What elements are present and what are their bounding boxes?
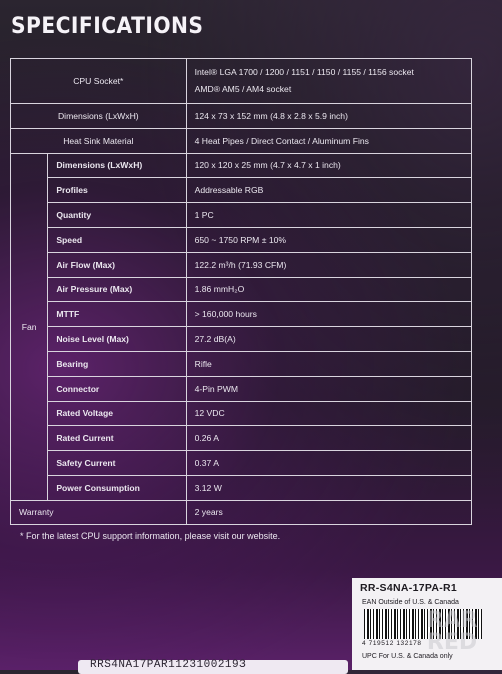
table-row-fan [11,401,472,426]
fan-spec-label: Bearing [48,351,186,376]
fan-spec-value: 3.12 W [186,475,471,500]
table-row-fan [11,153,472,178]
warranty-value: 2 years [186,500,471,524]
fan-spec-label: Air Flow (Max) [48,252,186,277]
table-row-fan [11,327,472,352]
specifications-table [10,58,472,525]
fan-spec-value: > 160,000 hours [186,302,471,327]
fan-spec-value: 12 VDC [186,401,471,426]
fan-spec-label: Noise Level (Max) [48,327,186,352]
table-row-fan [11,351,472,376]
fan-spec-value: 1.86 mmH₂O [186,277,471,302]
fan-spec-label: Speed [48,227,186,252]
footnote: * For the latest CPU support information, please visit our website. [20,531,281,541]
fan-spec-label: Rated Current [48,426,186,451]
watermark-line2: RED [426,630,478,655]
table-row-heat-sink [11,128,472,153]
watermark-logo [420,610,484,654]
fan-spec-value: Addressable RGB [186,178,471,203]
fan-spec-value: 0.26 A [186,426,471,451]
fan-spec-label: Profiles [48,178,186,203]
table-row-dimensions [11,104,472,129]
warranty-label: Warranty [11,500,187,524]
cpu-socket-intel: Intel® LGA 1700 / 1200 / 1151 / 1150 / 1155 / 1156 socket [194,67,414,77]
fan-spec-label: Connector [48,376,186,401]
heat-sink-label: Heat Sink Material [11,128,187,153]
cpu-socket-value [186,59,471,104]
table-row-fan [11,451,472,476]
fan-spec-label: Quantity [48,203,186,228]
watermark-line1: RAR [426,608,478,633]
ean-text: EAN Outside of U.S. & Canada [362,599,459,606]
fan-spec-value: 0.37 A [186,451,471,476]
page-title: SPECIFICATIONS [11,14,204,39]
table-row-cpu-socket [11,59,472,104]
heat-sink-value: 4 Heat Pipes / Direct Contact / Aluminum Fins [186,128,471,153]
fan-spec-value: Rifle [186,351,471,376]
table-row-fan [11,302,472,327]
fan-spec-label: Power Consumption [48,475,186,500]
fan-spec-label: Rated Voltage [48,401,186,426]
table-row-fan [11,376,472,401]
fan-spec-value: 1 PC [186,203,471,228]
model-number: RR-S4NA-17PA-R1 [360,582,458,594]
table-row-fan [11,227,472,252]
fan-spec-label: Dimensions (LxWxH) [48,153,186,178]
fan-label: Fan [11,153,48,500]
fan-spec-value: 650 ~ 1750 RPM ± 10% [186,227,471,252]
table-row-fan [11,426,472,451]
fan-spec-value: 122.2 m³/h (71.93 CFM) [186,252,471,277]
fan-spec-label: Air Pressure (Max) [48,277,186,302]
fan-spec-value: 27.2 dB(A) [186,327,471,352]
fan-spec-label: Safety Current [48,451,186,476]
barcode-digits: 4 719512 132178 [362,640,422,647]
fan-spec-value: 4-Pin PWM [186,376,471,401]
cpu-socket-label: CPU Socket* [11,59,187,104]
fan-spec-value: 120 x 120 x 25 mm (4.7 x 4.7 x 1 inch) [186,153,471,178]
dimensions-label: Dimensions (LxWxH) [11,104,187,129]
bottom-serial: RRS4NA17PAR1123100219З [90,659,247,671]
cpu-socket-amd: AMD® AM5 / AM4 socket [194,84,292,94]
fan-spec-label: MTTF [48,302,186,327]
upc-text: UPC For U.S. & Canada only [362,653,453,660]
table-row-fan [11,252,472,277]
dimensions-value: 124 x 73 x 152 mm (4.8 x 2.8 x 5.9 inch) [186,104,471,129]
table-row-fan [11,178,472,203]
table-row-fan [11,277,472,302]
table-row-fan [11,475,472,500]
table-row-warranty [11,500,472,524]
table-row-fan [11,203,472,228]
